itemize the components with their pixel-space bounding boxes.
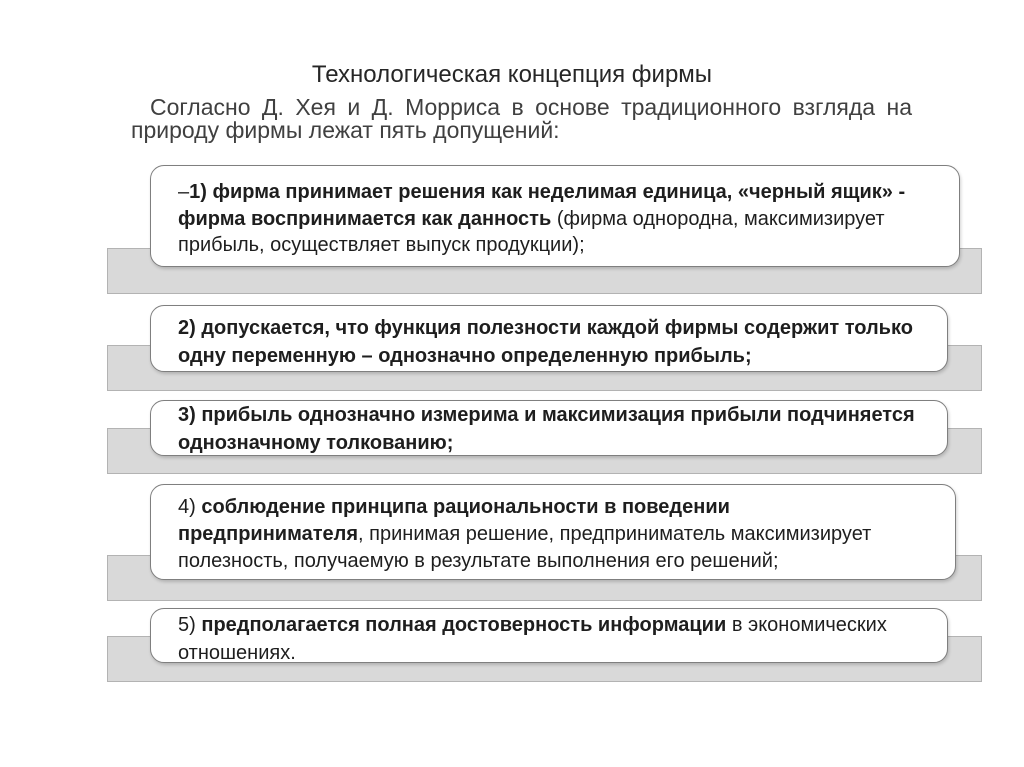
bold-text-run: 3) прибыль однозначно измерима и максимизация прибыли подчиняется [178, 404, 915, 426]
text-line [178, 611, 887, 639]
text-line [178, 206, 905, 233]
text-line [178, 342, 913, 370]
text-run: прибыль, осуществляет выпуск продукции); [178, 234, 585, 256]
text-line [178, 548, 871, 575]
intro-paragraph [131, 96, 912, 142]
bold-text-run: однозначному толкованию; [178, 432, 454, 454]
text-run: (фирма однородна, максимизирует [556, 207, 885, 230]
bold-text-run: предполагается полная достоверность информации [201, 614, 727, 636]
text-run: 4) [178, 496, 196, 518]
assumption-1-text [178, 179, 905, 259]
assumption-1-box [150, 165, 960, 267]
text-line [178, 429, 915, 457]
text-run: отношениях. [178, 642, 296, 664]
text-line [178, 521, 871, 548]
assumption-4-box [150, 484, 956, 580]
intro-line-1: Согласно Д. Хея и Д. Морриса в основе традиционного взгляда на [150, 94, 912, 120]
text-run: 5) [178, 614, 196, 636]
text-run: полезность, получаемую в результате выполнения его решений; [178, 550, 779, 572]
text-line [178, 179, 905, 206]
assumption-2-box [150, 305, 948, 372]
bold-text-run: 1) фирма принимает решения как неделимая единица, «черный ящик» - [189, 181, 906, 203]
text-line [178, 401, 915, 429]
bold-text-run: соблюдение принципа рациональности в поведении [201, 496, 730, 518]
assumption-3-box [150, 400, 948, 456]
slide-title: Технологическая концепция фирмы [311, 61, 713, 88]
text-line [178, 314, 913, 342]
text-run: в экономических [731, 614, 887, 636]
text-run: – [178, 181, 190, 203]
assumption-5-box [150, 608, 948, 663]
bold-text-run: одну переменную – однозначно определенную прибыль; [178, 345, 752, 367]
assumption-5-text [178, 611, 887, 667]
text-run: , принимая решение, предприниматель максимизирует [358, 523, 872, 545]
assumption-4-text [178, 494, 871, 575]
assumption-3-text [178, 401, 915, 457]
text-line [178, 639, 887, 667]
bold-text-run: фирма воспринимается как данность [178, 207, 552, 230]
assumption-2-text [178, 314, 913, 370]
bold-text-run: 2) допускается, что функция полезности каждой фирмы содержит только [178, 317, 913, 339]
bold-text-run: предпринимателя [178, 523, 359, 545]
intro-line-2: природу фирмы лежат пять допущений: [131, 117, 560, 143]
text-line [178, 232, 905, 259]
text-line [178, 494, 871, 521]
